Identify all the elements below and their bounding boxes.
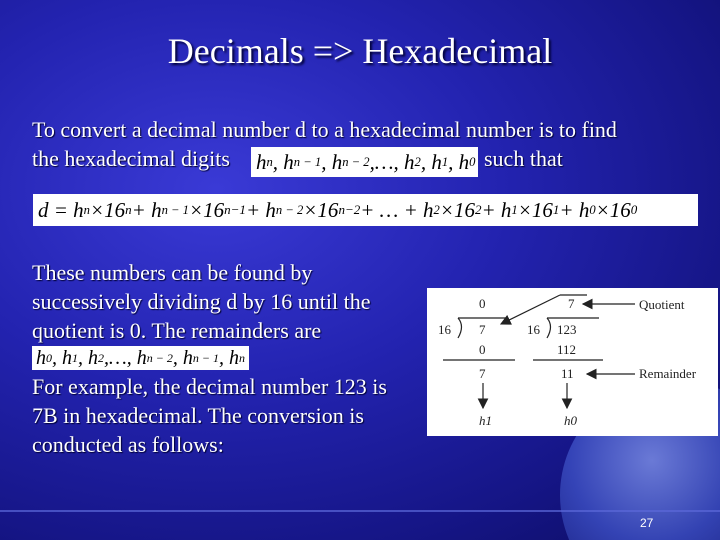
intro-line-1: To convert a decimal number d to a hexadecimal number is to find <box>32 117 617 142</box>
quotient-arrow-left <box>501 295 560 324</box>
page-number: 27 <box>640 516 654 530</box>
slide-title: Decimals => Hexadecimal <box>167 31 553 71</box>
remainders-expression: h 0 , h 1 , h 2 ,…, h n − 2 , h n − 1 , h n <box>32 346 249 370</box>
right-dividend: 123 <box>557 322 577 337</box>
paragraph-line-2: successively dividing d by 16 until the <box>32 289 371 314</box>
left-digit: h1 <box>479 413 492 428</box>
left-quotient: 0 <box>479 296 486 311</box>
left-bracket <box>458 318 462 338</box>
right-subtract: 112 <box>557 342 577 357</box>
division-diagram-svg <box>427 288 718 436</box>
right-quotient: 7 <box>568 296 575 311</box>
footer-line <box>0 510 720 512</box>
digits-expression: h n , h n − 1 , h n − 2 ,…, h 2 , h 1 , h 0 <box>251 147 478 177</box>
left-remainder: 7 <box>479 366 486 381</box>
example-line-3: conducted as follows: <box>32 432 224 457</box>
example-line-2: 7B in hexadecimal. The conversion is <box>32 403 364 428</box>
left-subtract: 0 <box>479 342 486 357</box>
intro-line-2-suffix: such that <box>484 146 563 171</box>
division-diagram <box>427 288 718 436</box>
example-line-1: For example, the decimal number 123 is <box>32 374 387 399</box>
quotient-label: Quotient <box>639 297 685 312</box>
paragraph-line-1: These numbers can be found by <box>32 260 313 285</box>
right-digit: h0 <box>564 413 577 428</box>
left-dividend: 7 <box>479 322 486 337</box>
right-divisor: 16 <box>527 322 540 337</box>
right-bracket <box>547 318 551 338</box>
right-remainder: 11 <box>561 366 574 381</box>
intro-line-2-prefix: the hexadecimal digits <box>32 146 230 171</box>
remainder-label: Remainder <box>639 366 697 381</box>
paragraph-line-3: quotient is 0. The remainders are <box>32 318 322 343</box>
left-divisor: 16 <box>438 322 451 337</box>
expansion-equation: d = h n ×16 n + h n − 1 ×16 n−1 + h n − 2 ×16 n−2 + … + h 2 ×16 2 + h 1 ×16 1 + h 0 ×16 0 <box>33 194 698 226</box>
